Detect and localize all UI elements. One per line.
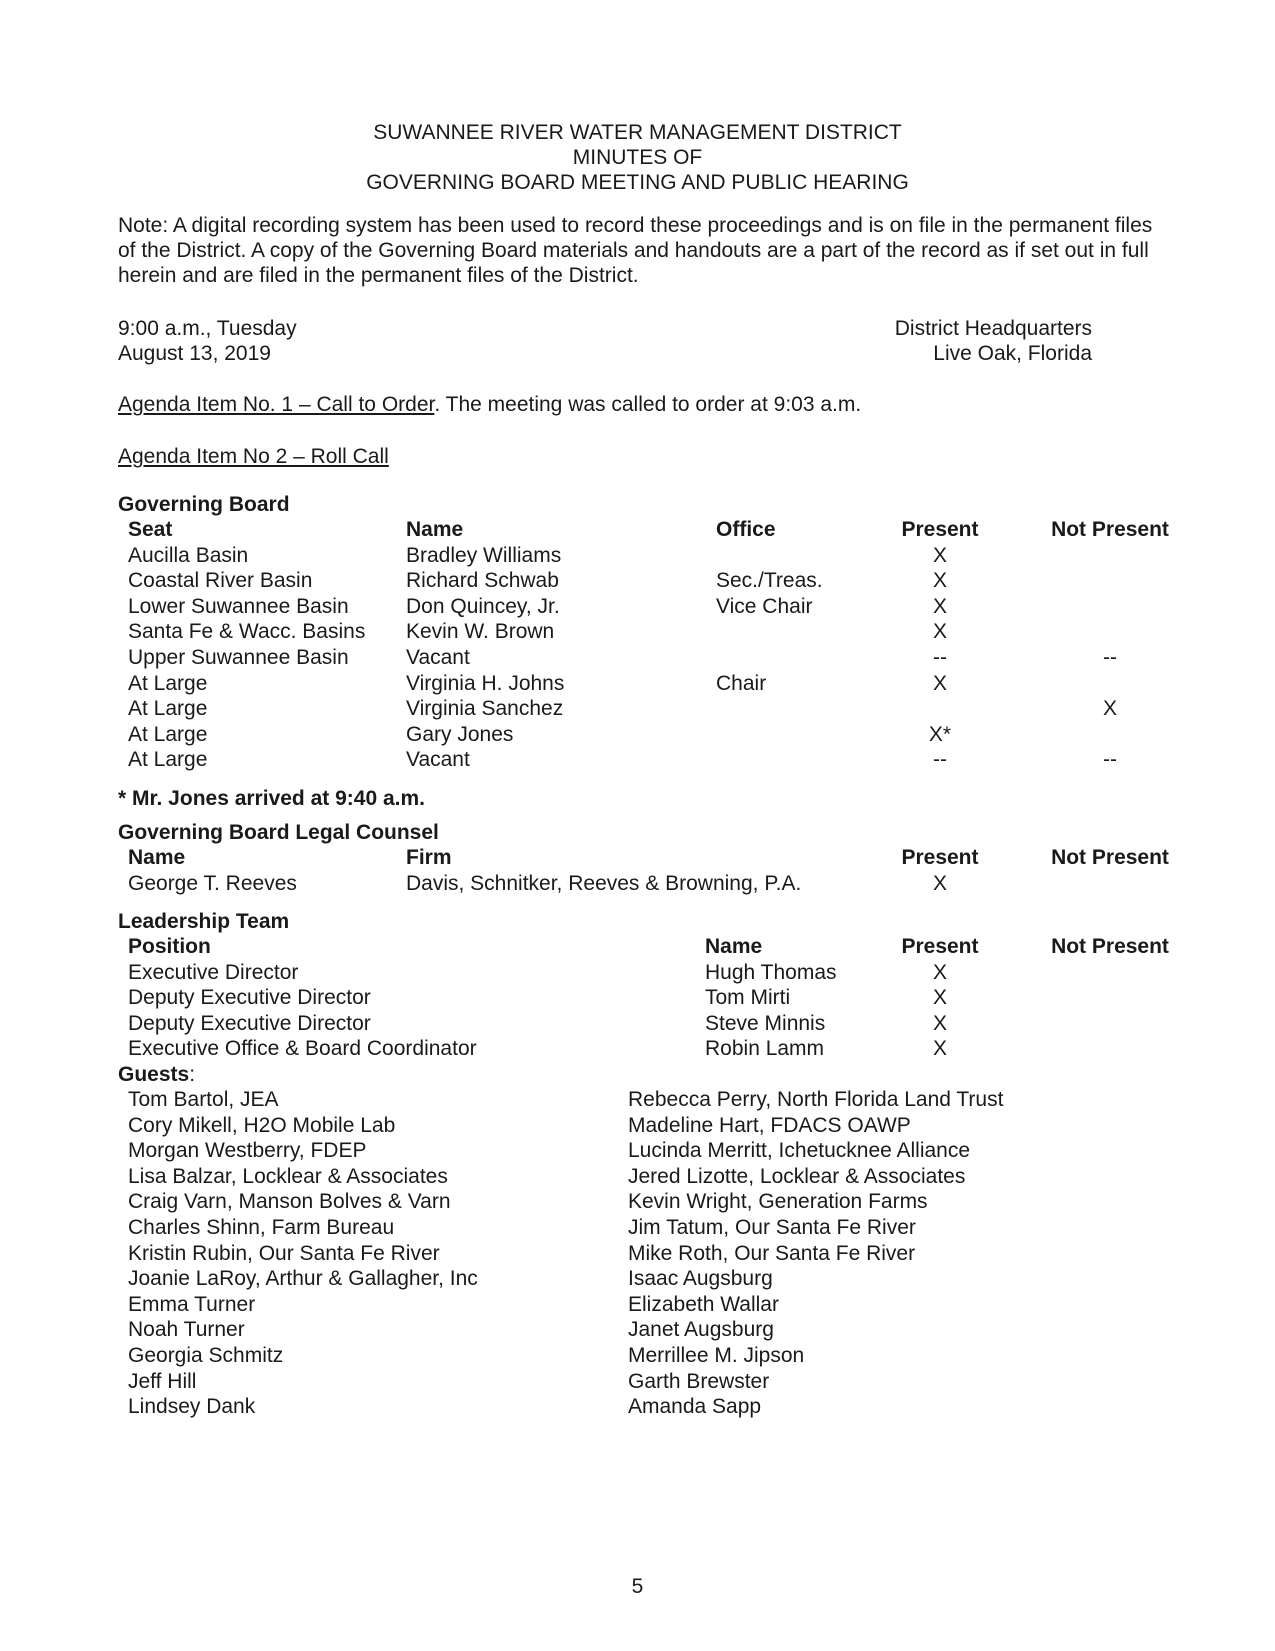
- seat-cell: Upper Suwannee Basin: [128, 645, 349, 669]
- col-not-present-header: Not Present: [1051, 518, 1169, 541]
- governing-board-table: [118, 517, 1168, 773]
- seat-cell: Santa Fe & Wacc. Basins: [128, 620, 366, 644]
- meeting-city: Live Oak, Florida: [933, 342, 1092, 365]
- meeting-date: August 13, 2019: [118, 342, 271, 365]
- guest-name: Jered Lizotte, Locklear & Associates: [628, 1164, 966, 1188]
- name-cell: Vacant: [406, 645, 470, 669]
- counsel-present: X: [932, 871, 947, 895]
- guest-name: Jim Tatum, Our Santa Fe River: [628, 1215, 916, 1239]
- position-cell: Executive Office & Board Coordinator: [128, 1037, 477, 1061]
- present-cell: X: [932, 569, 947, 593]
- name-cell: Vacant: [406, 748, 470, 772]
- agenda-item-2-label: Agenda Item No 2 – Roll Call: [118, 445, 389, 468]
- leadership-header-row: [118, 934, 1168, 960]
- governing-board-header-row: [118, 517, 1168, 543]
- present-cell: X: [932, 543, 947, 567]
- list-item: [118, 1189, 1168, 1215]
- agenda-item-2: [118, 444, 389, 469]
- present-cell: X: [932, 671, 947, 695]
- name-cell: Bradley Williams: [406, 543, 562, 567]
- col-seat-header: Seat: [128, 518, 173, 541]
- list-item: [118, 1292, 1168, 1318]
- table-row: [118, 671, 1168, 697]
- guest-name: Charles Shinn, Farm Bureau: [128, 1215, 395, 1239]
- table-row: [118, 747, 1168, 773]
- guest-name: Mike Roth, Our Santa Fe River: [628, 1241, 916, 1265]
- counsel-name: George T. Reeves: [128, 871, 297, 895]
- table-row: [118, 594, 1168, 620]
- seat-cell: Lower Suwannee Basin: [128, 594, 349, 618]
- guest-name: Amanda Sapp: [628, 1395, 762, 1419]
- table-row: [118, 871, 1168, 897]
- position-cell: Deputy Executive Director: [128, 1011, 371, 1035]
- present-cell: --: [933, 645, 947, 669]
- list-item: [118, 1164, 1168, 1190]
- leadership-team-heading: Leadership Team: [118, 910, 290, 933]
- guest-name: Lisa Balzar, Locklear & Associates: [128, 1164, 448, 1188]
- col-present-header: Present: [901, 846, 979, 869]
- name-cell: Virginia H. Johns: [406, 671, 565, 695]
- title-line-1: SUWANNEE RIVER WATER MANAGEMENT DISTRICT: [373, 121, 902, 144]
- list-item: [118, 1394, 1168, 1420]
- leadership-team-table: [118, 934, 1168, 1062]
- legal-counsel-header-row: [118, 845, 1168, 871]
- name-cell: Don Quincey, Jr.: [406, 594, 560, 618]
- col-present-header: Present: [901, 935, 979, 958]
- arrival-footnote: * Mr. Jones arrived at 9:40 a.m.: [118, 787, 425, 810]
- document-title: [0, 120, 1275, 195]
- present-cell: X: [932, 1011, 947, 1035]
- list-item: [118, 1317, 1168, 1343]
- present-cell: X: [932, 620, 947, 644]
- meeting-location: [895, 316, 1092, 366]
- seat-cell: Aucilla Basin: [128, 543, 249, 567]
- name-cell: Virginia Sanchez: [406, 697, 564, 721]
- guest-name: Kristin Rubin, Our Santa Fe River: [128, 1241, 440, 1265]
- guest-name: Cory Mikell, H2O Mobile Lab: [128, 1113, 396, 1137]
- seat-cell: At Large: [128, 748, 208, 772]
- legal-counsel-heading: Governing Board Legal Counsel: [118, 821, 439, 844]
- present-cell: X: [932, 986, 947, 1010]
- table-row: [118, 960, 1168, 986]
- not-present-cell: --: [1103, 645, 1117, 669]
- list-item: [118, 1087, 1168, 1113]
- list-item: [118, 1138, 1168, 1164]
- position-cell: Deputy Executive Director: [128, 986, 371, 1010]
- office-cell: Chair: [716, 671, 767, 695]
- guest-name: Lindsey Dank: [128, 1395, 256, 1419]
- list-item: [118, 1241, 1168, 1267]
- seat-cell: At Large: [128, 722, 208, 746]
- guest-name: Jeff Hill: [128, 1369, 197, 1393]
- guest-name: Isaac Augsburg: [628, 1267, 773, 1291]
- seat-cell: At Large: [128, 671, 208, 695]
- guest-name: Craig Varn, Manson Bolves & Varn: [128, 1190, 451, 1214]
- guest-name: Emma Turner: [128, 1292, 256, 1316]
- guest-name: Lucinda Merritt, Ichetucknee Alliance: [628, 1139, 971, 1163]
- present-cell: --: [933, 748, 947, 772]
- col-name-header: Name: [705, 935, 763, 958]
- name-cell: Robin Lamm: [705, 1037, 825, 1061]
- seat-cell: At Large: [128, 697, 208, 721]
- guest-name: Rebecca Perry, North Florida Land Trust: [628, 1088, 1004, 1111]
- list-item: [118, 1266, 1168, 1292]
- col-position-header: Position: [128, 935, 211, 958]
- present-cell: X*: [928, 722, 952, 746]
- col-office-header: Office: [716, 518, 776, 541]
- not-present-cell: --: [1103, 748, 1117, 772]
- meeting-place: District Headquarters: [894, 317, 1092, 340]
- guest-name: Joanie LaRoy, Arthur & Gallagher, Inc: [128, 1267, 478, 1291]
- guest-name: Merrillee M. Jipson: [628, 1343, 805, 1367]
- guest-name: Janet Augsburg: [628, 1318, 774, 1342]
- col-present-header: Present: [901, 518, 979, 541]
- table-row: [118, 645, 1168, 671]
- not-present-cell: X: [1102, 697, 1117, 721]
- page-number: 5: [631, 1575, 644, 1598]
- guests-heading: [118, 1062, 195, 1087]
- guest-name: Garth Brewster: [628, 1369, 770, 1393]
- name-cell: Tom Mirti: [705, 986, 791, 1010]
- counsel-firm: Davis, Schnitker, Reeves & Browning, P.A.: [406, 871, 802, 895]
- list-item: [118, 1113, 1168, 1139]
- list-item: [118, 1343, 1168, 1369]
- guest-name: Madeline Hart, FDACS OAWP: [628, 1113, 911, 1137]
- governing-board-heading: Governing Board: [118, 493, 290, 516]
- guest-name: Georgia Schmitz: [128, 1343, 284, 1367]
- table-row: [118, 1036, 1168, 1062]
- table-row: [118, 543, 1168, 569]
- col-firm-header: Firm: [406, 846, 452, 869]
- position-cell: Executive Director: [128, 960, 299, 984]
- guest-name: Elizabeth Wallar: [628, 1292, 779, 1316]
- meeting-datetime: [118, 316, 297, 366]
- col-not-present-header: Not Present: [1051, 846, 1169, 869]
- title-line-3: GOVERNING BOARD MEETING AND PUBLIC HEARING: [366, 171, 909, 194]
- present-cell: X: [932, 960, 947, 984]
- table-row: [118, 568, 1168, 594]
- col-not-present-header: Not Present: [1051, 935, 1169, 958]
- legal-counsel-table: [118, 845, 1168, 896]
- agenda-item-1-text: . The meeting was called to order at 9:03 a.m.: [434, 393, 862, 416]
- name-cell: Kevin W. Brown: [406, 620, 555, 644]
- name-cell: Gary Jones: [406, 722, 514, 746]
- name-cell: Steve Minnis: [705, 1011, 826, 1035]
- office-cell: Vice Chair: [716, 594, 813, 618]
- recording-note: Note: A digital recording system has been used to record these proceedings and is on file in the permanent files of the District. A copy of the Governing Board materials and handouts are a part of the record as if set out in full herein and are filed in the permanent files of the District.: [118, 214, 1153, 287]
- title-line-2: MINUTES OF: [572, 146, 703, 169]
- guest-name: Kevin Wright, Generation Farms: [628, 1190, 928, 1214]
- table-row: [118, 722, 1168, 748]
- table-row: [118, 619, 1168, 645]
- agenda-item-1-label: Agenda Item No. 1 – Call to Order: [118, 393, 435, 416]
- list-item: [118, 1369, 1168, 1395]
- guest-name: Morgan Westberry, FDEP: [128, 1139, 367, 1163]
- guest-name: Noah Turner: [128, 1318, 245, 1342]
- meeting-time: 9:00 a.m., Tuesday: [118, 317, 297, 340]
- guests-list: [118, 1087, 1168, 1420]
- leadership-rows: [118, 960, 1168, 1062]
- name-cell: Hugh Thomas: [705, 960, 837, 984]
- col-name-header: Name: [128, 846, 186, 869]
- col-name-header: Name: [406, 518, 464, 541]
- governing-board-rows: [118, 543, 1168, 773]
- name-cell: Richard Schwab: [406, 569, 559, 593]
- seat-cell: Coastal River Basin: [128, 569, 313, 593]
- table-row: [118, 985, 1168, 1011]
- guest-rows: [118, 1087, 1168, 1420]
- agenda-item-1: [118, 392, 861, 417]
- list-item: [118, 1215, 1168, 1241]
- table-row: [118, 1011, 1168, 1037]
- guests-colon: :: [189, 1063, 196, 1086]
- present-cell: X: [932, 1037, 947, 1061]
- table-row: [118, 696, 1168, 722]
- guest-name: Tom Bartol, JEA: [128, 1088, 279, 1111]
- guests-title: Guests: [118, 1063, 190, 1086]
- present-cell: X: [932, 594, 947, 618]
- office-cell: Sec./Treas.: [716, 569, 823, 593]
